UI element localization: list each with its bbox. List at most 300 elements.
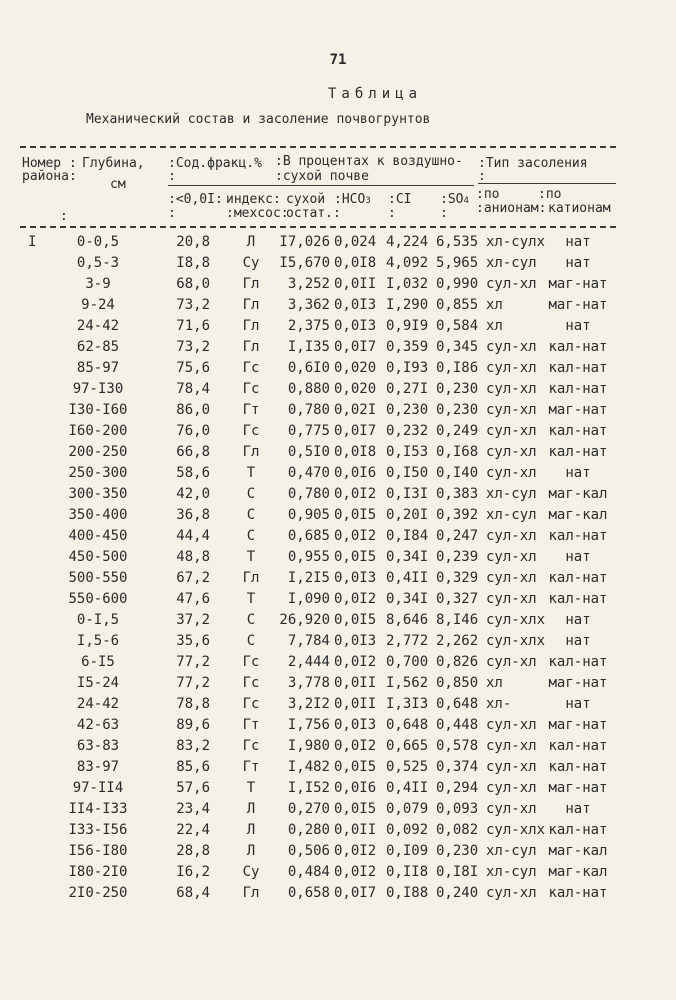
cell-fraction: 22,4 bbox=[176, 822, 210, 838]
cell-depth: 24-42 bbox=[76, 696, 120, 712]
cell-dry-residue: I,I35 bbox=[287, 339, 330, 355]
cell-dry-residue: 0,506 bbox=[287, 843, 330, 859]
cell-cl: 0,525 bbox=[386, 759, 429, 775]
cell-depth: 6-I5 bbox=[81, 654, 115, 670]
cell-hco3: 0,0I2 bbox=[334, 864, 377, 880]
table-row bbox=[0, 715, 676, 736]
cell-depth: 83-97 bbox=[76, 759, 120, 775]
cell-so4: 0,990 bbox=[436, 276, 479, 292]
table-row bbox=[0, 799, 676, 820]
cell-cl: 0,079 bbox=[386, 801, 429, 817]
cell-index: Гл bbox=[242, 318, 260, 334]
cell-dry-residue: I5,670 bbox=[279, 255, 330, 271]
table-row bbox=[0, 778, 676, 799]
cell-anion-type: сул-хл bbox=[486, 276, 537, 292]
cell-anion-type: сул-хл bbox=[486, 570, 537, 586]
cell-fraction: 78,4 bbox=[176, 381, 210, 397]
table-row bbox=[0, 442, 676, 463]
cell-depth: I,5-6 bbox=[76, 633, 120, 649]
table-row bbox=[0, 883, 676, 904]
cell-so4: 0,648 bbox=[436, 696, 479, 712]
cell-hco3: 0,0I3 bbox=[334, 297, 377, 313]
cell-index: Су bbox=[242, 255, 260, 271]
cell-hco3: 0,0I3 bbox=[334, 717, 377, 733]
cell-cation-type: нат bbox=[565, 549, 591, 565]
header-pct-2: :сухой почве bbox=[275, 169, 369, 184]
header-depth-1: Глубина, bbox=[82, 156, 145, 171]
cell-index: Гт bbox=[242, 717, 260, 733]
cell-fraction: 78,8 bbox=[176, 696, 210, 712]
header-depth-2: см bbox=[110, 177, 126, 192]
cell-depth: I5-24 bbox=[76, 675, 120, 691]
header-colon: : bbox=[440, 206, 448, 221]
cell-fraction: 75,6 bbox=[176, 360, 210, 376]
cell-cl: 0,I88 bbox=[386, 885, 429, 901]
cell-depth: 550-600 bbox=[68, 591, 128, 607]
cell-hco3: 0,0II bbox=[334, 822, 377, 838]
cell-dry-residue: 26,920 bbox=[279, 612, 330, 628]
cell-cation-type: кал-нат bbox=[548, 423, 608, 439]
cell-index: С bbox=[246, 486, 256, 502]
cell-cation-type: кал-нат bbox=[548, 738, 608, 754]
header-anion-2: :анионам: bbox=[476, 201, 547, 216]
table-row bbox=[0, 295, 676, 316]
cell-cation-type: кал-нат bbox=[548, 822, 608, 838]
table-row bbox=[0, 400, 676, 421]
cell-cation-type: кал-нат bbox=[548, 381, 608, 397]
cell-fraction: 48,8 bbox=[176, 549, 210, 565]
table-row bbox=[0, 820, 676, 841]
cell-cation-type: маг-нат bbox=[548, 276, 608, 292]
cell-cation-type: нат bbox=[565, 612, 591, 628]
cell-cation-type: кал-нат bbox=[548, 528, 608, 544]
cell-anion-type: сул-хл bbox=[486, 528, 537, 544]
cell-so4: 0,826 bbox=[436, 654, 479, 670]
table-row bbox=[0, 274, 676, 295]
cell-index: Гл bbox=[242, 885, 260, 901]
cell-cation-type: кал-нат bbox=[548, 885, 608, 901]
cell-cation-type: нат bbox=[565, 234, 591, 250]
table-caption: Механический состав и засоление почвогрунтов bbox=[86, 112, 431, 127]
cell-anion-type: сул-хл bbox=[486, 381, 537, 397]
cell-fraction: 23,4 bbox=[176, 801, 210, 817]
cell-anion-type: хл bbox=[486, 297, 503, 313]
cell-so4: 0,855 bbox=[436, 297, 479, 313]
cell-index: С bbox=[246, 633, 256, 649]
cell-index: Гс bbox=[242, 381, 260, 397]
cell-dry-residue: I,2I5 bbox=[287, 570, 330, 586]
cell-anion-type: сул-хл bbox=[486, 360, 537, 376]
header-index-2: :мехсос: bbox=[226, 206, 289, 221]
cell-anion-type: хл-сулх bbox=[486, 234, 546, 250]
cell-cl: 0,II8 bbox=[386, 864, 429, 880]
cell-hco3: 0,020 bbox=[334, 360, 377, 376]
cell-cl: 0,34I bbox=[386, 591, 429, 607]
cell-cation-type: маг-кал bbox=[548, 843, 608, 859]
cell-fraction: 66,8 bbox=[176, 444, 210, 460]
header-fraction-2: :<0,0I: bbox=[168, 192, 223, 207]
cell-index: Л bbox=[246, 843, 256, 859]
cell-so4: 0,I68 bbox=[436, 444, 479, 460]
cell-depth: 97-I30 bbox=[72, 381, 124, 397]
table-row bbox=[0, 421, 676, 442]
table-row bbox=[0, 736, 676, 757]
cell-anion-type: хл- bbox=[486, 696, 512, 712]
cell-dry-residue: I,756 bbox=[287, 717, 330, 733]
cell-cation-type: маг-нат bbox=[548, 675, 608, 691]
cell-depth: 85-97 bbox=[76, 360, 120, 376]
cell-dry-residue: I7,026 bbox=[279, 234, 330, 250]
cell-depth: I30-I60 bbox=[68, 402, 128, 418]
cell-fraction: 77,2 bbox=[176, 654, 210, 670]
cell-fraction: 76,0 bbox=[176, 423, 210, 439]
cell-index: Гс bbox=[242, 738, 260, 754]
cell-cl: 0,359 bbox=[386, 339, 429, 355]
cell-hco3: 0,0I7 bbox=[334, 339, 377, 355]
cell-depth: I33-I56 bbox=[68, 822, 128, 838]
cell-cation-type: кал-нат bbox=[548, 654, 608, 670]
cell-anion-type: хл bbox=[486, 318, 503, 334]
cell-cl: 0,092 bbox=[386, 822, 429, 838]
cell-cation-type: маг-кал bbox=[548, 486, 608, 502]
cell-fraction: 83,2 bbox=[176, 738, 210, 754]
cell-cation-type: нат bbox=[565, 801, 591, 817]
cell-depth: I80-2I0 bbox=[68, 864, 128, 880]
cell-cation-type: маг-нат bbox=[548, 297, 608, 313]
cell-region: I bbox=[28, 234, 37, 250]
cell-cl: 2,772 bbox=[386, 633, 429, 649]
cell-hco3: 0,0II bbox=[334, 276, 377, 292]
table-row bbox=[0, 652, 676, 673]
header-pct-1: :В процентах к воздушно- bbox=[275, 154, 463, 169]
cell-dry-residue: 0,280 bbox=[287, 822, 330, 838]
cell-cation-type: нат bbox=[565, 633, 591, 649]
cell-fraction: 71,6 bbox=[176, 318, 210, 334]
cell-fraction: 77,2 bbox=[176, 675, 210, 691]
cell-hco3: 0,0I6 bbox=[334, 465, 377, 481]
cell-index: Т bbox=[246, 465, 256, 481]
cell-cation-type: нат bbox=[565, 255, 591, 271]
cell-cl: 0,9I9 bbox=[386, 318, 429, 334]
cell-so4: 0,448 bbox=[436, 717, 479, 733]
header-dry-2: остат.: bbox=[286, 206, 341, 221]
cell-cl: 0,I84 bbox=[386, 528, 429, 544]
cell-hco3: 0,0I3 bbox=[334, 570, 377, 586]
cell-anion-type: хл-сул bbox=[486, 486, 537, 502]
cell-dry-residue: 0,780 bbox=[287, 402, 330, 418]
cell-dry-residue: 2,375 bbox=[287, 318, 330, 334]
cell-depth: 24-42 bbox=[76, 318, 120, 334]
header-cl: :CI bbox=[388, 192, 412, 207]
table-row bbox=[0, 841, 676, 862]
header-colon: : bbox=[60, 209, 68, 224]
table-row bbox=[0, 358, 676, 379]
cell-hco3: 0,0I8 bbox=[334, 444, 377, 460]
cell-dry-residue: 0,905 bbox=[287, 507, 330, 523]
cell-depth: 350-400 bbox=[68, 507, 128, 523]
cell-so4: 0,578 bbox=[436, 738, 479, 754]
cell-so4: 6,535 bbox=[436, 234, 479, 250]
cell-index: Гл bbox=[242, 339, 260, 355]
cell-fraction: 86,0 bbox=[176, 402, 210, 418]
cell-fraction: 85,6 bbox=[176, 759, 210, 775]
cell-anion-type: сул-хл bbox=[486, 465, 537, 481]
cell-index: Гс bbox=[242, 360, 260, 376]
cell-depth: 0,5-3 bbox=[76, 255, 120, 271]
cell-hco3: 0,0I2 bbox=[334, 738, 377, 754]
cell-anion-type: хл-сул bbox=[486, 864, 537, 880]
table-row bbox=[0, 253, 676, 274]
cell-hco3: 0,020 bbox=[334, 381, 377, 397]
header-bottom-rule bbox=[20, 226, 616, 228]
cell-cl: 0,I50 bbox=[386, 465, 429, 481]
cell-cl: 0,I09 bbox=[386, 843, 429, 859]
cell-so4: 0,230 bbox=[436, 381, 479, 397]
subheader-rule bbox=[478, 183, 616, 184]
cell-anion-type: хл-сул bbox=[486, 255, 537, 271]
cell-cation-type: кал-нат bbox=[548, 360, 608, 376]
cell-index: Гс bbox=[242, 423, 260, 439]
cell-hco3: 0,0I2 bbox=[334, 486, 377, 502]
cell-cl: 0,20I bbox=[386, 507, 429, 523]
cell-index: С bbox=[246, 528, 256, 544]
cell-index: Гл bbox=[242, 276, 260, 292]
cell-hco3: 0,024 bbox=[334, 234, 377, 250]
cell-fraction: 58,6 bbox=[176, 465, 210, 481]
cell-dry-residue: 0,685 bbox=[287, 528, 330, 544]
table-row bbox=[0, 757, 676, 778]
header-fraction-1: :Сод.фракц.% bbox=[168, 156, 262, 171]
cell-anion-type: сул-хл bbox=[486, 591, 537, 607]
cell-fraction: 44,4 bbox=[176, 528, 210, 544]
table-row bbox=[0, 379, 676, 400]
cell-index: Гт bbox=[242, 402, 260, 418]
cell-cl: 0,648 bbox=[386, 717, 429, 733]
header-colon: : bbox=[168, 169, 176, 184]
cell-cation-type: маг-кал bbox=[548, 507, 608, 523]
cell-dry-residue: 3,2I2 bbox=[287, 696, 330, 712]
table-row bbox=[0, 589, 676, 610]
cell-cation-type: кал-нат bbox=[548, 759, 608, 775]
cell-dry-residue: I,482 bbox=[287, 759, 330, 775]
cell-so4: 8,I46 bbox=[436, 612, 479, 628]
cell-so4: 0,239 bbox=[436, 549, 479, 565]
header-region-1: Номер : bbox=[22, 156, 77, 171]
table-label: Таблица bbox=[328, 86, 423, 102]
cell-dry-residue: I,090 bbox=[287, 591, 330, 607]
cell-index: Гл bbox=[242, 570, 260, 586]
cell-so4: 0,082 bbox=[436, 822, 479, 838]
cell-fraction: 73,2 bbox=[176, 297, 210, 313]
cell-so4: 0,230 bbox=[436, 843, 479, 859]
cell-cation-type: нат bbox=[565, 696, 591, 712]
cell-dry-residue: 3,362 bbox=[287, 297, 330, 313]
cell-depth: II4-I33 bbox=[68, 801, 128, 817]
cell-cation-type: маг-нат bbox=[548, 780, 608, 796]
header-colon: : bbox=[388, 206, 396, 221]
cell-index: Л bbox=[246, 822, 256, 838]
cell-so4: 0,383 bbox=[436, 486, 479, 502]
cell-dry-residue: 0,5I0 bbox=[287, 444, 330, 460]
cell-index: Су bbox=[242, 864, 260, 880]
cell-dry-residue: 0,270 bbox=[287, 801, 330, 817]
cell-anion-type: сул-хл bbox=[486, 444, 537, 460]
cell-index: С bbox=[246, 507, 256, 523]
header-so4: :SO4 bbox=[440, 192, 469, 207]
cell-hco3: 0,0I8 bbox=[334, 255, 377, 271]
cell-depth: 3-9 bbox=[85, 276, 111, 292]
cell-fraction: 35,6 bbox=[176, 633, 210, 649]
cell-cl: 0,4II bbox=[386, 780, 429, 796]
cell-depth: 300-350 bbox=[68, 486, 128, 502]
cell-hco3: 0,0I5 bbox=[334, 612, 377, 628]
table-row bbox=[0, 631, 676, 652]
cell-so4: 0,850 bbox=[436, 675, 479, 691]
cell-cl: I,3I3 bbox=[386, 696, 429, 712]
table-row bbox=[0, 316, 676, 337]
cell-anion-type: сул-хл bbox=[486, 738, 537, 754]
cell-fraction: 67,2 bbox=[176, 570, 210, 586]
table-row bbox=[0, 673, 676, 694]
header-hco3: :HCO3 bbox=[334, 192, 371, 207]
table-row bbox=[0, 463, 676, 484]
cell-hco3: 0,0I7 bbox=[334, 423, 377, 439]
cell-depth: 400-450 bbox=[68, 528, 128, 544]
cell-fraction: 68,4 bbox=[176, 885, 210, 901]
cell-fraction: I6,2 bbox=[176, 864, 210, 880]
table-row bbox=[0, 862, 676, 883]
cell-cl: 0,I53 bbox=[386, 444, 429, 460]
cell-hco3: 0,0I7 bbox=[334, 885, 377, 901]
cell-index: Гс bbox=[242, 696, 260, 712]
cell-anion-type: сул-хлх bbox=[486, 633, 546, 649]
cell-cation-type: нат bbox=[565, 465, 591, 481]
cell-depth: 450-500 bbox=[68, 549, 128, 565]
table-row bbox=[0, 484, 676, 505]
subheader-rule bbox=[168, 185, 474, 186]
cell-cl: I,290 bbox=[386, 297, 429, 313]
cell-anion-type: сул-хлх bbox=[486, 612, 546, 628]
cell-dry-residue: 0,775 bbox=[287, 423, 330, 439]
cell-hco3: 0,0I2 bbox=[334, 591, 377, 607]
cell-so4: 0,374 bbox=[436, 759, 479, 775]
cell-index: Гл bbox=[242, 297, 260, 313]
cell-fraction: 42,0 bbox=[176, 486, 210, 502]
header-cation-1: :по bbox=[538, 187, 562, 202]
cell-depth: 0-I,5 bbox=[76, 612, 120, 628]
cell-hco3: 0,0II bbox=[334, 675, 377, 691]
cell-cl: 4,092 bbox=[386, 255, 429, 271]
cell-index: Л bbox=[246, 801, 256, 817]
cell-so4: 0,249 bbox=[436, 423, 479, 439]
cell-depth: 63-83 bbox=[76, 738, 120, 754]
cell-so4: 0,345 bbox=[436, 339, 479, 355]
cell-cation-type: маг-нат bbox=[548, 717, 608, 733]
cell-index: Т bbox=[246, 780, 256, 796]
cell-so4: 0,I86 bbox=[436, 360, 479, 376]
cell-anion-type: сул-хл bbox=[486, 339, 537, 355]
cell-dry-residue: 2,444 bbox=[287, 654, 330, 670]
cell-depth: 2I0-250 bbox=[68, 885, 128, 901]
cell-hco3: 0,0I3 bbox=[334, 318, 377, 334]
cell-anion-type: сул-хл bbox=[486, 402, 537, 418]
cell-cl: 0,232 bbox=[386, 423, 429, 439]
cell-anion-type: сул-хл bbox=[486, 885, 537, 901]
cell-so4: 0,240 bbox=[436, 885, 479, 901]
cell-so4: 5,965 bbox=[436, 255, 479, 271]
cell-anion-type: сул-хл bbox=[486, 549, 537, 565]
cell-fraction: 73,2 bbox=[176, 339, 210, 355]
cell-hco3: 0,0I5 bbox=[334, 759, 377, 775]
cell-index: Т bbox=[246, 549, 256, 565]
cell-depth: 42-63 bbox=[76, 717, 120, 733]
table-row bbox=[0, 547, 676, 568]
cell-cl: 0,I3I bbox=[386, 486, 429, 502]
cell-dry-residue: 0,484 bbox=[287, 864, 330, 880]
header-type: :Тип засоления bbox=[478, 156, 588, 171]
cell-so4: 0,I40 bbox=[436, 465, 479, 481]
cell-cation-type: нат bbox=[565, 318, 591, 334]
cell-hco3: 0,0I5 bbox=[334, 801, 377, 817]
cell-cl: 0,34I bbox=[386, 549, 429, 565]
header-cation-2: катионам bbox=[548, 201, 611, 216]
header-anion-1: :по bbox=[476, 187, 500, 202]
table-row bbox=[0, 610, 676, 631]
cell-cl: 0,I93 bbox=[386, 360, 429, 376]
cell-cation-type: маг-кал bbox=[548, 864, 608, 880]
cell-depth: 9-24 bbox=[81, 297, 115, 313]
cell-depth: I60-200 bbox=[68, 423, 128, 439]
cell-dry-residue: 0,780 bbox=[287, 486, 330, 502]
table-row bbox=[0, 526, 676, 547]
table-row bbox=[0, 505, 676, 526]
cell-fraction: 20,8 bbox=[176, 234, 210, 250]
cell-hco3: 0,0I5 bbox=[334, 549, 377, 565]
cell-anion-type: сул-хл bbox=[486, 780, 537, 796]
cell-hco3: 0,0I2 bbox=[334, 654, 377, 670]
cell-cl: 0,665 bbox=[386, 738, 429, 754]
header-index-1: индекс: bbox=[226, 192, 281, 207]
cell-fraction: I8,8 bbox=[176, 255, 210, 271]
cell-index: С bbox=[246, 612, 256, 628]
cell-fraction: 28,8 bbox=[176, 843, 210, 859]
cell-cation-type: кал-нат bbox=[548, 444, 608, 460]
cell-so4: 0,093 bbox=[436, 801, 479, 817]
cell-dry-residue: 0,658 bbox=[287, 885, 330, 901]
header-region-2: района: bbox=[22, 169, 77, 184]
cell-anion-type: сул-хлх bbox=[486, 822, 546, 838]
cell-dry-residue: I,980 bbox=[287, 738, 330, 754]
header-dry-1: сухой bbox=[286, 192, 326, 207]
cell-cl: 0,27I bbox=[386, 381, 429, 397]
cell-depth: 500-550 bbox=[68, 570, 128, 586]
cell-cl: 0,4II bbox=[386, 570, 429, 586]
header-colon: : bbox=[168, 206, 176, 221]
cell-so4: 2,262 bbox=[436, 633, 479, 649]
cell-anion-type: сул-хл bbox=[486, 801, 537, 817]
cell-depth: 0-0,5 bbox=[76, 234, 120, 250]
cell-anion-type: сул-хл bbox=[486, 759, 537, 775]
cell-fraction: 47,6 bbox=[176, 591, 210, 607]
cell-cation-type: кал-нат bbox=[548, 570, 608, 586]
cell-cl: 0,230 bbox=[386, 402, 429, 418]
cell-so4: 0,I8I bbox=[436, 864, 479, 880]
cell-cl: I,562 bbox=[386, 675, 429, 691]
cell-index: Т bbox=[246, 591, 256, 607]
cell-cation-type: кал-нат bbox=[548, 339, 608, 355]
cell-depth: 200-250 bbox=[68, 444, 128, 460]
cell-hco3: 0,0I2 bbox=[334, 843, 377, 859]
